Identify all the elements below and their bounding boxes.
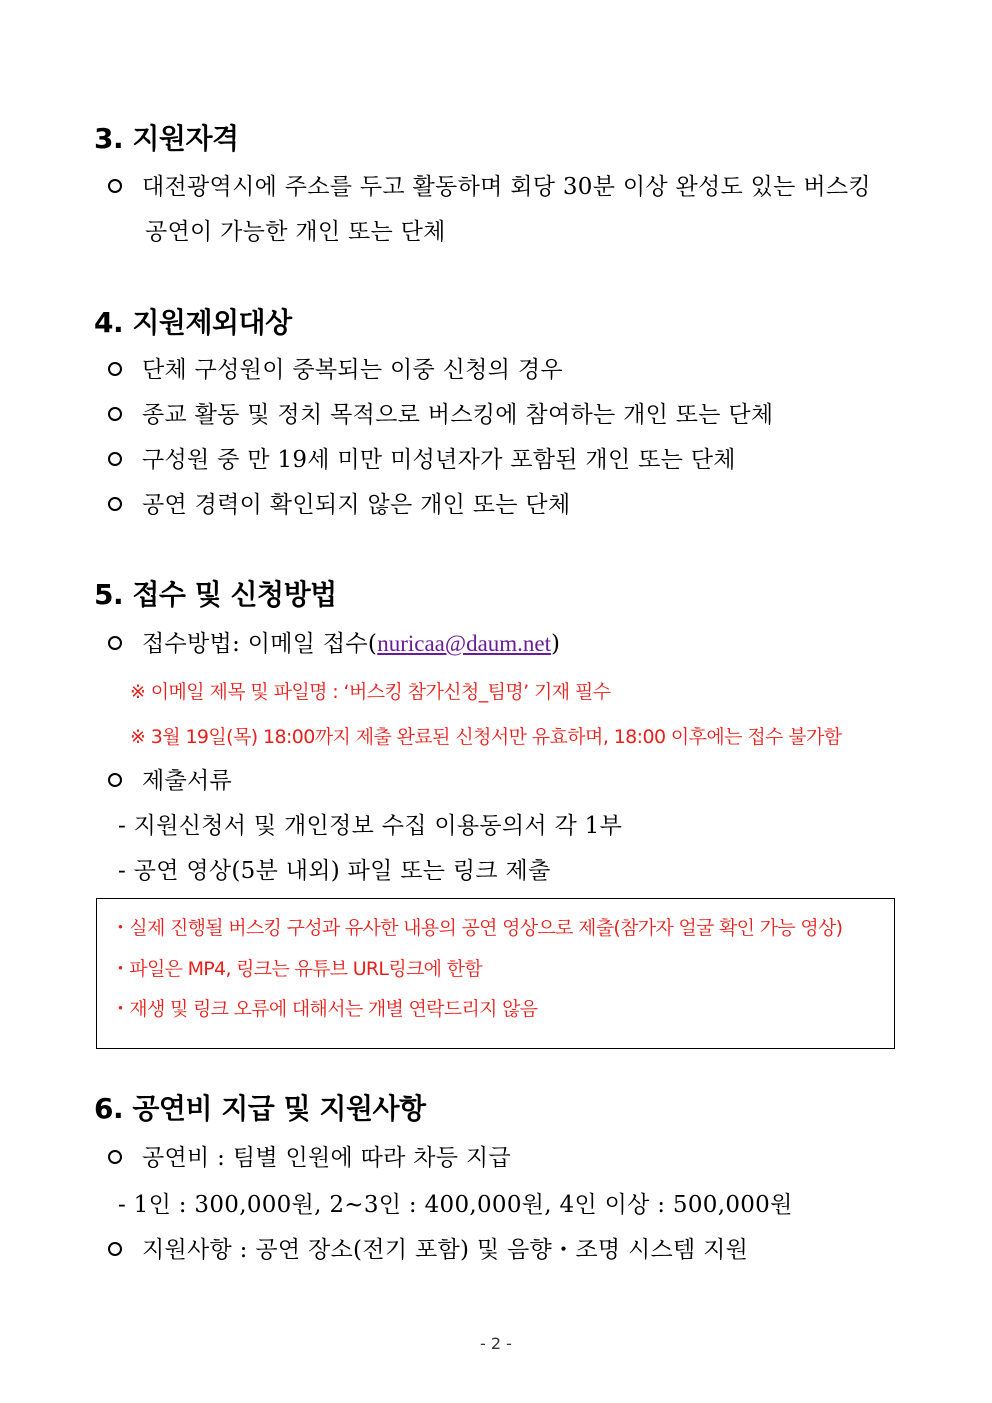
section-4-title: 4. 지원제외대상 (94, 306, 292, 339)
email-subject-note: ※ 이메일 제목 및 파일명 : ‘버스킹 참가신청_팀명’ 기재 필수 (130, 681, 611, 703)
documents-label: 제출서류 (108, 765, 232, 797)
section-5-title: 5. 접수 및 신청방법 (94, 578, 337, 611)
deadline-note: ※ 3월 19일(목) 18:00까지 제출 완료된 신청서만 유효하며, 18:00 이후에는 접수 불가함 (130, 726, 842, 748)
section-4-item: 단체 구성원이 중복되는 이중 신청의 경우 (108, 354, 563, 386)
email-link[interactable]: nuricaa@daum.net (377, 631, 552, 656)
video-requirement: ・실제 진행될 버스킹 구성과 유사한 내용의 공연 영상으로 제출(참가자 얼굴 확인 가능 영상) (111, 917, 843, 939)
section-4-item: 공연 경력이 확인되지 않은 개인 또는 단체 (108, 489, 570, 521)
video-requirements-box (96, 898, 895, 1049)
circle-bullet-icon (108, 362, 122, 376)
circle-bullet-icon (108, 179, 122, 193)
section-3-title: 3. 지원자격 (94, 122, 239, 155)
circle-bullet-icon (108, 1242, 122, 1256)
support-details: 지원사항 : 공연 장소(전기 포함) 및 음향・조명 시스템 지원 (108, 1234, 748, 1266)
page-number: - 2 - (480, 1334, 512, 1353)
video-requirement: ・파일은 MP4, 링크는 유튜브 URL링크에 한함 (111, 958, 482, 980)
document-item: - 공연 영상(5분 내외) 파일 또는 링크 제출 (118, 858, 551, 884)
circle-bullet-icon (108, 452, 122, 466)
document-item: - 지원신청서 및 개인정보 수집 이용동의서 각 1부 (118, 813, 623, 839)
circle-bullet-icon (108, 773, 122, 787)
performance-fee: 공연비 : 팀별 인원에 따라 차등 지급 (108, 1142, 511, 1174)
section-4-item: 종교 활동 및 정치 목적으로 버스킹에 참여하는 개인 또는 단체 (108, 399, 773, 431)
section-3-item-continuation: 공연이 가능한 개인 또는 단체 (145, 219, 446, 245)
video-requirement: ・재생 및 링크 오류에 대해서는 개별 연락드리지 않음 (111, 998, 538, 1020)
section-4-item: 구성원 중 만 19세 미만 미성년자가 포함된 개인 또는 단체 (108, 444, 736, 476)
submission-method: 접수방법: 이메일 접수(nuricaa@daum.net) (108, 628, 560, 660)
circle-bullet-icon (108, 407, 122, 421)
section-6-title: 6. 공연비 지급 및 지원사항 (94, 1092, 426, 1125)
circle-bullet-icon (108, 636, 122, 650)
section-3-item: 대전광역시에 주소를 두고 활동하며 회당 30분 이상 완성도 있는 버스킹 (108, 171, 871, 203)
circle-bullet-icon (108, 1150, 122, 1164)
fee-detail: - 1인 : 300,000원, 2~3인 : 400,000원, 4인 이상 : 500,000원 (118, 1192, 793, 1218)
circle-bullet-icon (108, 497, 122, 511)
